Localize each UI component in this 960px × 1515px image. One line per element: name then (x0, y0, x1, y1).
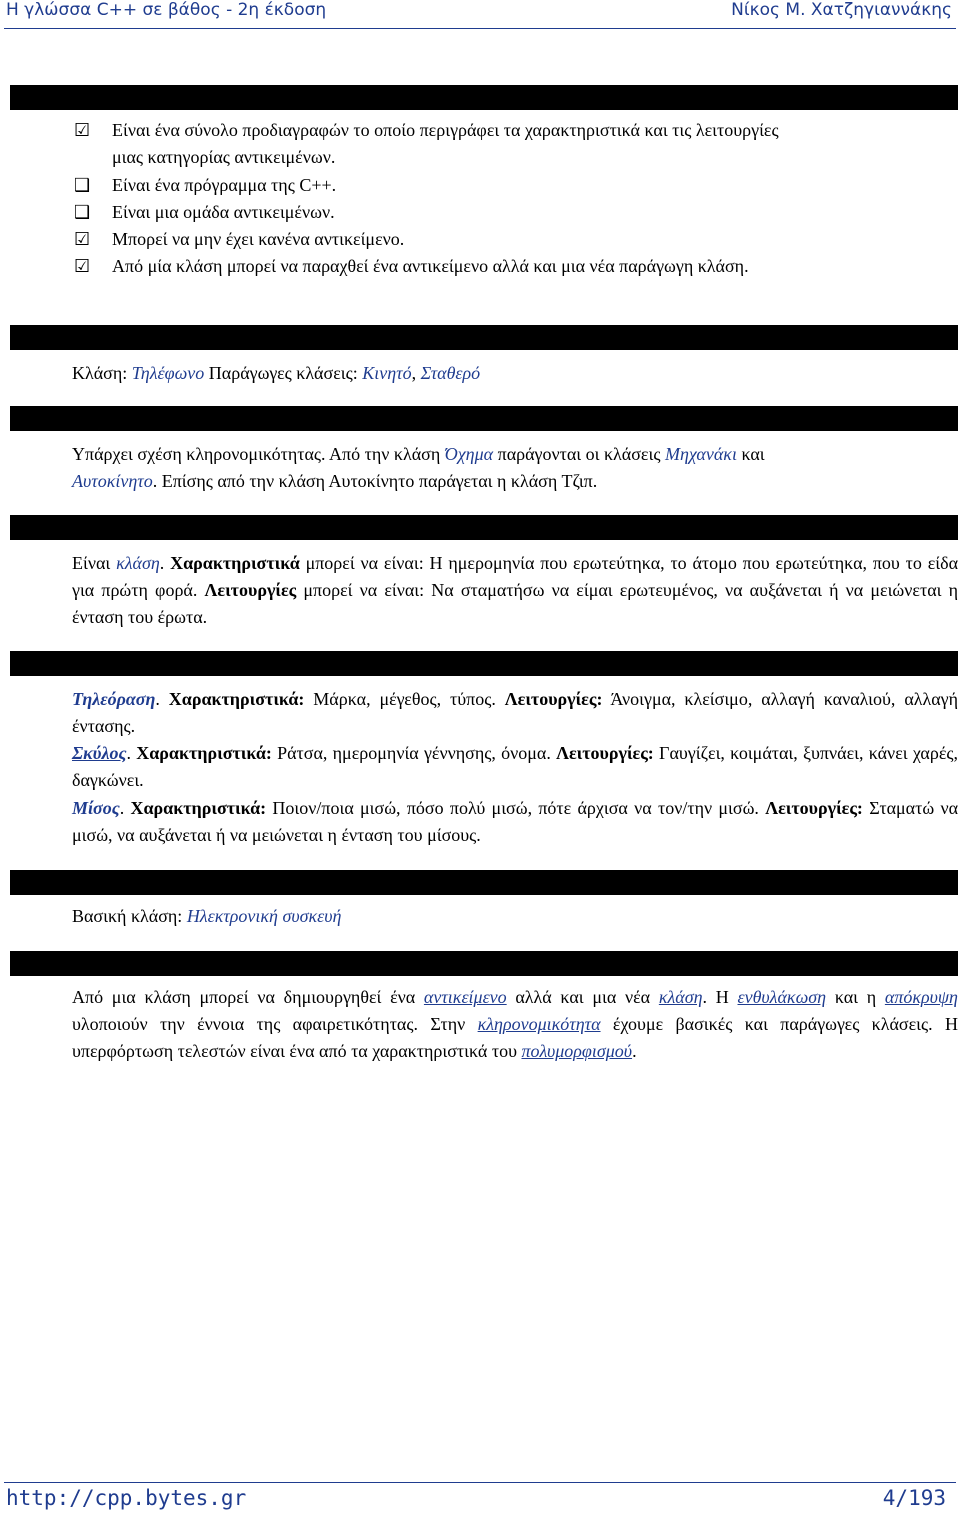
section-number: 1.12 (16, 873, 50, 894)
answer-text: Υπάρχει σχέση κληρονομικότητας. Από την κλάση Όχημα παράγονται οι κλάσεις Μηχανάκι και Αυτοκίνητο. Επίσης από την κλάση Αυτοκίνητο παράγεται η κλάση Τζιπ. (72, 444, 765, 491)
list-item: Είναι ένα πρόγραμμα της C++. (112, 175, 337, 195)
section-number: 1.10 (16, 518, 50, 539)
section-bar-1-9 (10, 406, 958, 431)
page-header (0, 0, 960, 24)
answer-text: Σκύλος. Χαρακτηριστικά: Ράτσα, ημερομηνία γέννησης, όνομα. Λειτουργίες: Γαυγίζει, κοιμάται, ξυπνάει, κάνει χαρές, δαγκώνει. (72, 743, 959, 790)
section-number: 1.8 (16, 328, 40, 349)
list-item: Είναι μια ομάδα αντικειμένων. (112, 202, 335, 222)
section-bar-1-10 (10, 515, 958, 540)
list-item: Είναι ένα σύνολο προδιαγραφών το οποίο περιγράφει τα χαρακτηριστικά και τις λειτουργίες μιας κατηγορίας αντικειμένων. (112, 120, 779, 167)
website-link[interactable]: http://cpp.bytes.gr (6, 1486, 247, 1510)
list-item: Από μία κλάση μπορεί να παραχθεί ένα αντικείμενο αλλά και μια νέα παράγωγη κλάση. (112, 256, 749, 276)
section-bar-1-8 (10, 325, 958, 350)
book-title: Η γλώσσα C++ σε βάθος - 2η έκδοση (6, 0, 327, 20)
checked-box-icon: ☑ (74, 120, 91, 141)
section-number: 1.9 (16, 409, 40, 430)
section-number: 1.7 (16, 88, 40, 109)
answer-text: Τηλεόραση. Χαρακτηριστικά: Μάρκα, μέγεθος, τύπος. Λειτουργίες: Άνοιγμα, κλείσιμο, αλλαγή καναλιού, αλλαγή έντασης. (72, 689, 958, 736)
answer-text: Είναι κλάση. Χαρακτηριστικά μπορεί να είναι: Η ημερομηνία που ερωτεύτηκα, το άτομο που ερωτεύτηκα, που το είδα για πρώτη φορά. Λειτουργίες μπορεί να είναι: Να σταματήσω να είμαι ερωτευμένος, να αυξάνεται ή να μειώνεται η ένταση του έρωτα. (72, 553, 959, 627)
list-item: Μπορεί να μην έχει κανένα αντικείμενο. (112, 229, 405, 249)
section-bar-1-12 (10, 870, 958, 895)
answer-text: Βασική κλάση: Ηλεκτρονική συσκευή (72, 906, 342, 926)
author-name: Νίκος Μ. Χατζηγιαννάκης (731, 0, 952, 20)
page-number: 4/193 (882, 1486, 946, 1510)
footer-rule (4, 1482, 956, 1483)
answer-text: Κλάση: Τηλέφωνο Παράγωγες κλάσεις: Κινητό, Σταθερό (72, 363, 481, 383)
checked-box-icon: ☑ (74, 229, 91, 250)
answer-text: Από μια κλάση μπορεί να δημιουργηθεί ένα αντικείμενο αλλά και μια νέα κλάση. Η ενθυλάκωση και η απόκρυψη υλοποιούν την έννοια της αφαιρετικότητας. Στην κληρονομικότητα έχουμε βασικές και παράγωγες κλάσεις. Η υπερφόρτωση τελεστών είναι ένα από τα χαρακτηριστικά του πολυμορφισμού. (72, 987, 958, 1061)
section-bar-1-11 (10, 651, 958, 676)
section-bar-1-13 (10, 951, 958, 976)
checked-box-icon: ☑ (74, 256, 91, 277)
answer-text: Μίσος. Χαρακτηριστικά: Ποιον/ποια μισώ, πόσο πολύ μισώ, πότε άρχισα να τον/την μισώ. Λειτουργίες: Σταματώ να μισώ, να αυξάνεται ή να μειώνεται η ένταση του μίσους. (72, 798, 959, 845)
header-rule (4, 28, 956, 29)
section-bar-1-7 (10, 85, 958, 110)
unchecked-box-icon: ❑ (74, 202, 91, 223)
section-number: 1.13 (16, 954, 50, 975)
unchecked-box-icon: ❑ (74, 175, 91, 196)
section-number: 1.11 (16, 654, 49, 675)
